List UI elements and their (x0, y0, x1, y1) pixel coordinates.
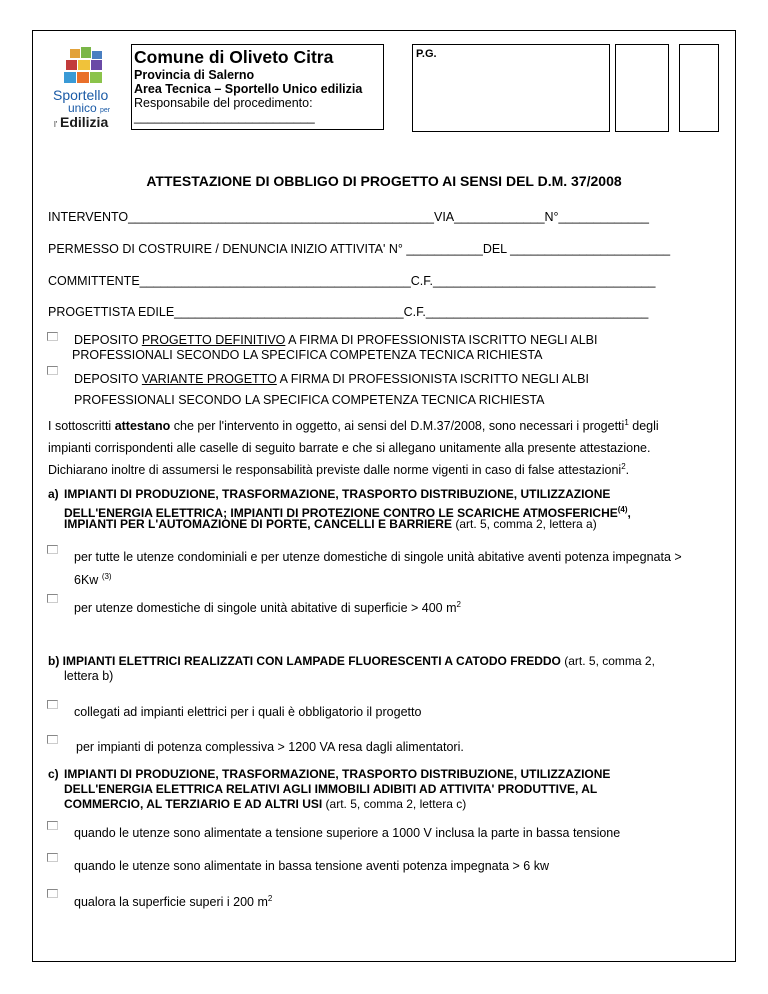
committente-field[interactable]: COMMITTENTE_______________________________________C.F.________________________________ (48, 274, 656, 288)
deposito-definitivo-line2: PROFESSIONALI SECONDO LA SPECIFICA COMPETENZA TECNICA RICHIESTA (72, 348, 543, 362)
section-a-label: a) (48, 487, 59, 501)
svg-text:per: per (100, 107, 111, 114)
section-a-option-2-text: per utenze domestiche di singole unità abitative di superficie > 400 $m^2$ (74, 600, 461, 616)
svg-text:l': l' (54, 120, 58, 129)
pg-label: P.G. (416, 48, 437, 60)
section-b-title-1: b) IMPIANTI ELETTRICI REALIZZATI CON LAMPADE FLUORESCENTI A CATODO FREDDO (art. 5, comma 2, (48, 654, 655, 668)
deposito-variante-text: DEPOSITO VARIANTE PROGETTO A FIRMA DI PROFESSIONISTA ISCRITTO NEGLI ALBI (74, 372, 589, 386)
section-c-option-2-text: quando le utenze sono alimentate in bassa tensione aventi potenza impegnata > 6 kw (74, 859, 549, 873)
deposito-definitivo-text: DEPOSITO PROGETTO DEFINITIVO A FIRMA DI PROFESSIONISTA ISCRITTO NEGLI ALBI (74, 333, 598, 347)
section-c-title-3: COMMERCIO, AL TERZIARIO E AD ALTRI USI (art. 5, comma 2, lettera c) (64, 797, 467, 811)
protocollo-box (412, 44, 610, 132)
section-c-option-3-text: qualora la superficie superi i 200 $m^2$ (74, 894, 273, 910)
section-b-title-2: lettera b) (64, 669, 114, 683)
section-a-title-1: IMPIANTI DI PRODUZIONE, TRASFORMAZIONE, TRASPORTO DISTRIBUZIONE, UTILIZZAZIONE (64, 487, 611, 501)
section-c-option-1-checkbox[interactable] (47, 821, 58, 830)
document-title: ATTESTAZIONE DI OBBLIGO DI PROGETTO AI SENSI DEL D.M. 37/2008 (146, 173, 622, 189)
stamp-box-1 (615, 44, 669, 132)
svg-text:Edilizia: Edilizia (60, 114, 109, 130)
section-c-option-2-checkbox[interactable] (47, 853, 58, 862)
stamp-box-2 (679, 44, 719, 132)
intervento-field[interactable]: INTERVENTO____________________________________________VIA_____________N°_____________ (48, 210, 649, 224)
section-c-option-3-checkbox[interactable] (47, 889, 58, 898)
section-b-option-1-checkbox[interactable] (47, 700, 58, 709)
section-c-title-2: DELL'ENERGIA ELETTRICA RELATIVI AGLI IMMOBILI ADIBITI AD ATTIVITA' PRODUTTIVE, AL (64, 782, 598, 796)
section-b-option-2-text: per impianti di potenza complessiva > 1200 VA resa dagli alimentatori. (76, 740, 464, 754)
section-a-title-2: DELL'ENERGIA ELETTRICA; IMPIANTI DI PROTEZIONE CONTRO LE SCARICHE ATMOSFERICHE$^{(4)}$, (64, 505, 631, 520)
section-a-title-3: IMPIANTI PER L'AUTOMAZIONE DI PORTE, CANCELLI E BARRIERE (art. 5, comma 2, lettera a) (64, 517, 597, 531)
comune-name: Comune di Oliveto Citra (134, 47, 334, 67)
progettista-field[interactable]: PROGETTISTA EDILE_________________________________C.F.________________________________ (48, 305, 649, 319)
permesso-field[interactable]: PERMESSO DI COSTRUIRE / DENUNCIA INIZIO ATTIVITA' N° ___________DEL _______________________ (48, 242, 671, 256)
section-c-option-1-text: quando le utenze sono alimentate a tensione superiore a 1000 V inclusa la parte in bassa tensione (74, 826, 621, 840)
section-a-option-2-checkbox[interactable] (47, 594, 58, 603)
deposito-variante-line2: PROFESSIONALI SECONDO LA SPECIFICA COMPETENZA TECNICA RICHIESTA (74, 393, 545, 407)
intro-line-1: I sottoscritti attestano che per l'intervento in oggetto, ai sensi del D.M.37/2008, sono necessari i progetti$^1$ degli (48, 418, 659, 434)
section-b-option-1-text: collegati ad impianti elettrici per i quali è obbligatorio il progetto (74, 705, 422, 719)
responsabile-label: Responsabile del procedimento: (134, 96, 313, 110)
section-a-option-1-text: per tutte le utenze condominiali e per utenze domestiche di singole unità abitative aventi potenza impegnata > (74, 550, 682, 564)
section-c-label: c) (48, 767, 59, 781)
area-tecnica: Area Tecnica – Sportello Unico edilizia (134, 82, 363, 96)
responsabile-line: __________________________ (134, 110, 315, 124)
sportello-unico-logo (52, 47, 126, 132)
section-a-option-1-text-2: 6Kw $^{(3)}$ (74, 572, 112, 588)
svg-text:unico: unico (68, 101, 97, 115)
intro-line-2: impianti corrispondenti alle caselle di seguito barrate e che si allegano unitamente alla presente attestazione. (48, 441, 651, 455)
section-a-option-1-checkbox[interactable] (47, 545, 58, 554)
section-b-option-2-checkbox[interactable] (47, 735, 58, 744)
deposito-definitivo-checkbox[interactable] (47, 332, 58, 341)
intro-line-3: Dichiarano inoltre di assumersi le responsabilità previste dalle norme vigenti in caso di false attestazioni$^2$. (48, 462, 630, 478)
provincia: Provincia di Salerno (134, 68, 255, 82)
logo-text-sportello: Sportello (53, 87, 109, 103)
deposito-variante-checkbox[interactable] (47, 366, 58, 375)
section-c-title-1: IMPIANTI DI PRODUZIONE, TRASFORMAZIONE, TRASPORTO DISTRIBUZIONE, UTILIZZAZIONE (64, 767, 611, 781)
